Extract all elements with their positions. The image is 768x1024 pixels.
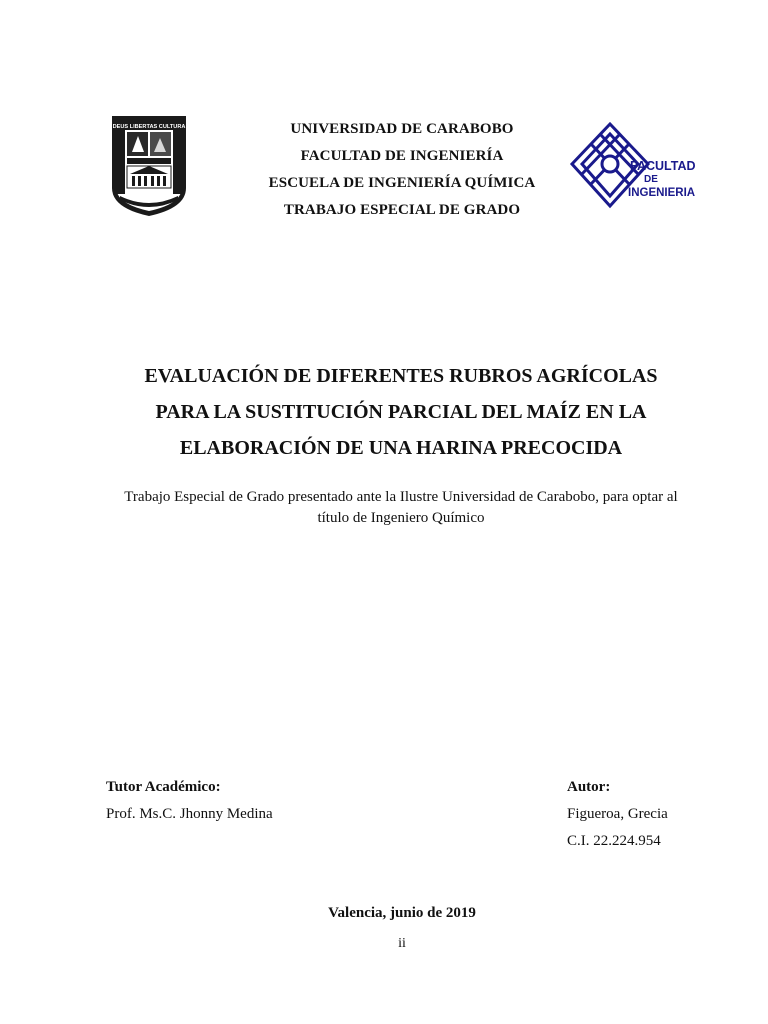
thesis-title-line: ELABORACIÓN DE UNA HARINA PRECOCIDA — [179, 437, 623, 459]
subtitle-line: título de Ingeniero Químico — [317, 510, 485, 526]
institution-header — [200, 116, 604, 224]
tutor-section — [106, 774, 406, 828]
university-seal-logo — [108, 114, 190, 218]
subtitle-line: Trabajo Especial de Grado presentado ante la Ilustre Universidad de Carabobo, para optar al — [124, 489, 678, 505]
tutor-name: Prof. Ms.C. Jhonny Medina — [106, 806, 273, 822]
university-seal-image — [108, 114, 190, 218]
author-name: Figueroa, Grecia — [567, 806, 668, 822]
faculty-logo-word-2: DE — [644, 174, 658, 185]
tutor-label: Tutor Académico: — [106, 779, 221, 795]
faculty-logo-word-1: FACULTAD — [630, 159, 696, 173]
faculty-engineering-logo — [568, 120, 696, 212]
thesis-title-line: PARA LA SUSTITUCIÓN PARCIAL DEL MAÍZ EN LA — [155, 401, 647, 423]
page-number: ii — [398, 936, 406, 951]
thesis-subtitle — [100, 487, 702, 529]
place-date: Valencia, junio de 2019 — [328, 905, 476, 921]
thesis-title — [90, 358, 712, 466]
author-section — [567, 774, 747, 855]
thesis-title-line: EVALUACIÓN DE DIFERENTES RUBROS AGRÍCOLAS — [144, 365, 658, 387]
faculty-name: FACULTAD DE INGENIERÍA — [300, 148, 504, 164]
faculty-logo-image — [568, 120, 696, 212]
document-type: TRABAJO ESPECIAL DE GRADO — [283, 202, 521, 218]
seal-motto-text: DEUS LIBERTAS CULTURA — [112, 124, 186, 130]
faculty-logo-word-3: INGENIERIA — [628, 187, 696, 199]
author-label: Autor: — [567, 779, 611, 795]
author-id: C.I. 22.224.954 — [567, 833, 661, 849]
school-name: ESCUELA DE INGENIERÍA QUÍMICA — [268, 175, 536, 191]
university-name: UNIVERSIDAD DE CARABOBO — [290, 121, 514, 137]
